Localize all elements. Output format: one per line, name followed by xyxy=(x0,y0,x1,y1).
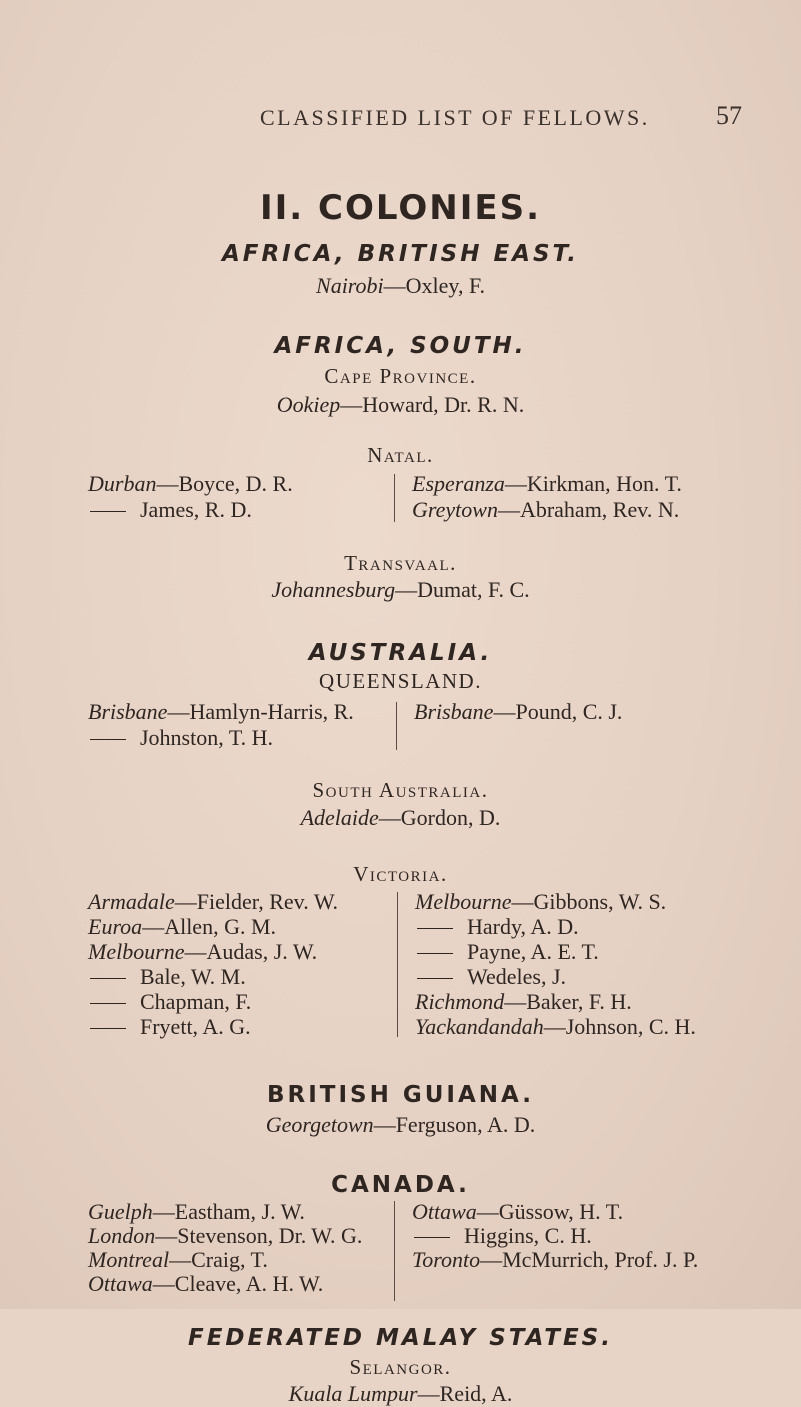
column-divider xyxy=(394,1201,395,1301)
entry-brisbane-hamlyn-harris xyxy=(88,699,354,725)
page-number: 57 xyxy=(716,101,742,130)
entry-place: Richmond xyxy=(415,989,505,1014)
entry-kuala-lumpur xyxy=(0,1381,801,1407)
entry-place: Johannesburg xyxy=(271,577,396,602)
entry-name: —Hamlyn-Harris, R. xyxy=(167,699,354,724)
entry-chapman xyxy=(88,989,251,1015)
ditto-dash xyxy=(90,1003,126,1004)
entry-name: Hardy, A. D. xyxy=(467,914,579,939)
entry-name: Payne, A. E. T. xyxy=(467,939,599,964)
entry-place: Greytown xyxy=(412,497,498,522)
entry-name: —Baker, F. H. xyxy=(504,989,632,1014)
entry-montreal xyxy=(88,1247,268,1273)
entry-place: Melbourne xyxy=(88,939,185,964)
entry-name: James, R. D. xyxy=(140,497,252,522)
entry-name: —Boyce, D. R. xyxy=(156,471,293,496)
entry-place: Nairobi xyxy=(316,273,384,298)
ditto-dash xyxy=(417,953,453,954)
column-divider xyxy=(394,474,395,522)
column-divider xyxy=(397,892,398,1037)
ditto-dash xyxy=(417,928,453,929)
ditto-dash xyxy=(90,978,126,979)
entry-place: Ottawa xyxy=(412,1199,477,1224)
entry-wedeles xyxy=(415,964,566,990)
column-divider xyxy=(396,702,397,750)
subheading-transvaal: Transvaal. xyxy=(344,551,457,575)
ditto-dash xyxy=(414,1237,450,1238)
entry-name: —McMurrich, Prof. J. P. xyxy=(480,1247,699,1272)
entry-name: —Abraham, Rev. N. xyxy=(497,497,680,522)
entry-richmond xyxy=(415,989,632,1015)
entry-name: —Gibbons, W. S. xyxy=(511,889,667,914)
entry-name: —Güssow, H. T. xyxy=(476,1199,624,1224)
entry-name: Higgins, C. H. xyxy=(464,1223,592,1248)
entry-johannesburg xyxy=(0,577,801,603)
entry-ookiep xyxy=(0,392,801,418)
entry-james xyxy=(88,497,252,523)
entry-euroa xyxy=(88,914,276,940)
entry-johnston xyxy=(88,725,273,751)
ditto-dash xyxy=(90,1028,126,1029)
heading-africa-south: AFRICA, SOUTH. xyxy=(274,333,527,359)
entry-name: —Cleave, A. H. W. xyxy=(152,1271,324,1296)
entry-place: Guelph xyxy=(88,1199,153,1224)
entry-place: Esperanza xyxy=(412,471,505,496)
subheading-victoria: Victoria. xyxy=(353,862,448,886)
entry-nairobi xyxy=(0,273,801,299)
entry-name: —Kirkman, Hon. T. xyxy=(504,471,682,496)
entry-fryett xyxy=(88,1014,251,1040)
heading-federated-malay-states: FEDERATED MALAY STATES. xyxy=(188,1325,613,1351)
entry-ottawa-gussow xyxy=(412,1199,623,1225)
entry-name: —Howard, Dr. R. N. xyxy=(340,392,525,417)
entry-adelaide xyxy=(0,805,801,831)
entry-london xyxy=(88,1223,362,1249)
heading-canada: CANADA. xyxy=(331,1172,470,1198)
entry-name: —Stevenson, Dr. W. G. xyxy=(155,1223,363,1248)
subheading-selangor: Selangor. xyxy=(349,1355,452,1379)
entry-name: —Fielder, Rev. W. xyxy=(174,889,339,914)
entry-georgetown xyxy=(0,1112,801,1138)
subheading-south-australia: South Australia. xyxy=(312,778,489,802)
part-title: II. COLONIES. xyxy=(260,188,541,228)
entry-armadale xyxy=(88,889,338,915)
heading-australia: AUSTRALIA. xyxy=(308,640,493,666)
entry-name: —Ferguson, A. D. xyxy=(373,1112,536,1137)
entry-name: —Gordon, D. xyxy=(378,805,501,830)
entry-place: Montreal xyxy=(88,1247,170,1272)
entry-payne xyxy=(415,939,599,965)
entry-name: —Dumat, F. C. xyxy=(395,577,530,602)
entry-higgins xyxy=(412,1223,592,1249)
ditto-dash xyxy=(417,978,453,979)
entry-yackandandah xyxy=(415,1014,696,1040)
entry-place: Melbourne xyxy=(415,889,512,914)
entry-durban xyxy=(88,471,293,497)
entry-toronto xyxy=(412,1247,698,1273)
entry-name: —Oxley, F. xyxy=(383,273,485,298)
entry-place: Brisbane xyxy=(88,699,168,724)
entry-hardy xyxy=(415,914,579,940)
entry-brisbane-pound xyxy=(414,699,622,725)
entry-melbourne-audas xyxy=(88,939,317,965)
entry-name: —Allen, G. M. xyxy=(142,914,277,939)
entry-name: —Reid, A. xyxy=(417,1381,513,1406)
entry-name: Bale, W. M. xyxy=(140,964,246,989)
entry-place: Ookiep xyxy=(276,392,341,417)
entry-place: Kuala Lumpur xyxy=(288,1381,418,1406)
entry-place: Yackandandah xyxy=(415,1014,544,1039)
entry-name: —Eastham, J. W. xyxy=(152,1199,305,1224)
entry-guelph xyxy=(88,1199,305,1225)
entry-name: Johnston, T. H. xyxy=(140,725,274,750)
heading-africa-british-east: AFRICA, BRITISH EAST. xyxy=(221,241,580,267)
entry-place: Georgetown xyxy=(265,1112,374,1137)
entry-place: Toronto xyxy=(412,1247,481,1272)
ditto-dash xyxy=(90,511,126,512)
entry-name: —Craig, T. xyxy=(169,1247,268,1272)
entry-melbourne-gibbons xyxy=(415,889,666,915)
entry-name: Fryett, A. G. xyxy=(140,1014,251,1039)
entry-name: —Pound, C. J. xyxy=(493,699,623,724)
entry-place: London xyxy=(88,1223,156,1248)
subheading-natal: Natal. xyxy=(367,443,434,467)
entry-place: Ottawa xyxy=(88,1271,153,1296)
subheading-queensland: QUEENSLAND. xyxy=(319,669,482,693)
entry-place: Durban xyxy=(88,471,157,496)
subheading-cape-province: Cape Province. xyxy=(324,364,477,388)
entry-bale xyxy=(88,964,246,990)
entry-name: —Johnson, C. H. xyxy=(543,1014,696,1039)
entry-name: Chapman, F. xyxy=(140,989,252,1014)
entry-name: —Audas, J. W. xyxy=(184,939,318,964)
entry-place: Armadale xyxy=(88,889,175,914)
entry-place: Adelaide xyxy=(300,805,379,830)
running-head: CLASSIFIED LIST OF FELLOWS. xyxy=(260,105,650,130)
entry-esperanza xyxy=(412,471,682,497)
entry-ottawa-cleave xyxy=(88,1271,323,1297)
heading-british-guiana: BRITISH GUIANA. xyxy=(267,1082,534,1108)
entry-greytown xyxy=(412,497,679,523)
entry-place: Brisbane xyxy=(414,699,494,724)
entry-name: Wedeles, J. xyxy=(467,964,567,989)
ditto-dash xyxy=(90,739,126,740)
entry-place: Euroa xyxy=(88,914,143,939)
